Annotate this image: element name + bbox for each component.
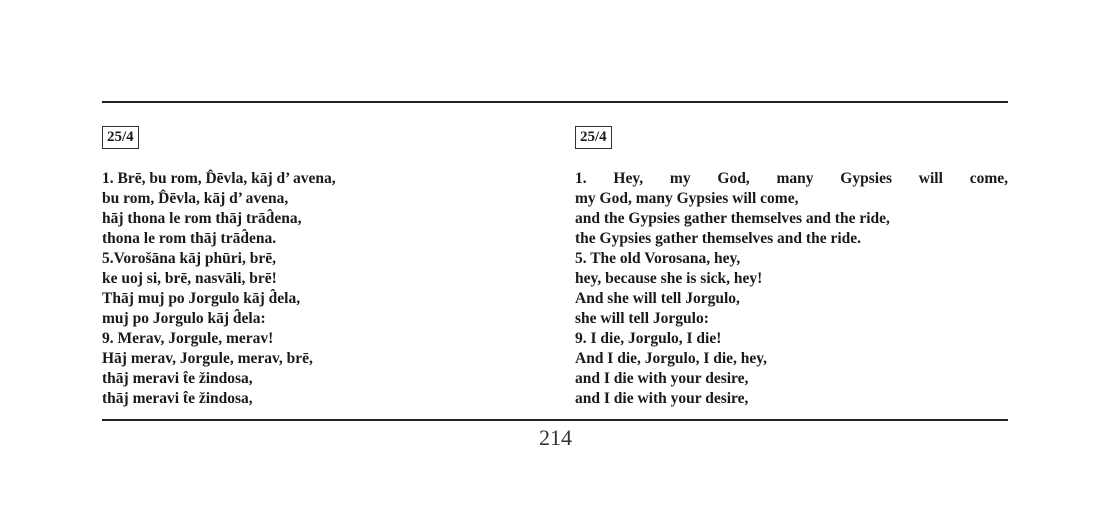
verse-line: Thāj muj po Jorgulo kāj d̂ela, bbox=[102, 290, 301, 307]
verse-line: 9. I die, Jorgulo, I die! bbox=[575, 330, 722, 347]
verse-line: ke uoj si, brē, nasvāli, brē! bbox=[102, 270, 277, 287]
bottom-rule bbox=[102, 419, 1008, 421]
verse-line: 9. Merav, Jorgule, merav! bbox=[102, 330, 274, 347]
song-number-label: 25/4 bbox=[575, 126, 612, 149]
verse-line: 5.Vorošāna kāj phūri, brē, bbox=[102, 250, 276, 267]
original-verse-lines bbox=[102, 169, 522, 409]
verse-line: 5. The old Vorosana, hey, bbox=[575, 250, 741, 267]
verse-line: she will tell Jorgulo: bbox=[575, 310, 709, 327]
song-number-label: 25/4 bbox=[102, 126, 139, 149]
verse-line: 1. Brē, bu rom, D̂ēvla, kāj d’ avena, bbox=[102, 170, 336, 187]
verse-line: hey, because she is sick, hey! bbox=[575, 270, 763, 287]
verse-line: And she will tell Jorgulo, bbox=[575, 290, 740, 307]
top-rule bbox=[102, 101, 1008, 103]
verse-line: and I die with your desire, bbox=[575, 390, 749, 407]
verse-line: thāj meravi t̂e žindosa, bbox=[102, 390, 253, 407]
verse-line: Hāj merav, Jorgule, merav, brē, bbox=[102, 350, 313, 367]
verse-line: 1. Hey, my God, many Gypsies will come, bbox=[575, 170, 1008, 187]
verse-line: And I die, Jorgulo, I die, hey, bbox=[575, 350, 768, 367]
verse-line: hāj thona le rom thāj trād̂ena, bbox=[102, 210, 302, 227]
verse-line: thona le rom thāj trād̂ena. bbox=[102, 230, 277, 247]
verse-line: and the Gypsies gather themselves and the ride, bbox=[575, 210, 890, 227]
verse-line: my God, many Gypsies will come, bbox=[575, 190, 799, 207]
verse-line: the Gypsies gather themselves and the ride. bbox=[575, 230, 862, 247]
verse-line: muj po Jorgulo kāj d̂ela: bbox=[102, 310, 266, 327]
translation-verse-lines bbox=[575, 169, 1008, 409]
translation-column bbox=[575, 126, 1008, 409]
verse-line: thāj meravi t̂e žindosa, bbox=[102, 370, 253, 387]
page-number: 214 bbox=[539, 425, 572, 450]
verse-line: and I die with your desire, bbox=[575, 370, 749, 387]
verse-line: bu rom, D̂ēvla, kāj d’ avena, bbox=[102, 190, 289, 207]
original-text-column bbox=[102, 126, 522, 409]
